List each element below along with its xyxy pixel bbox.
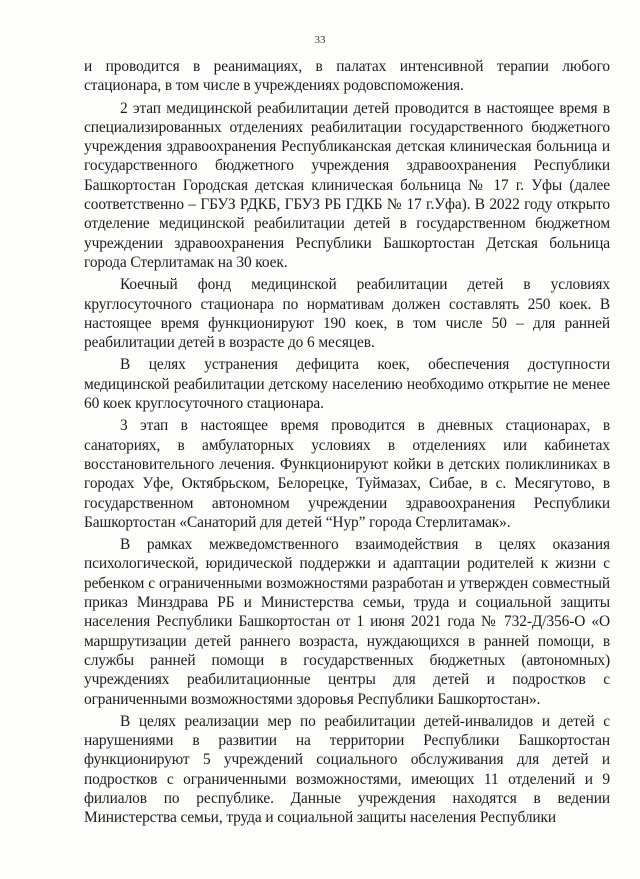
paragraph-continuation: и проводится в реанимациях, в палатах интенсивной терапии любого стационара, в том числе в учреждениях родовспоможения. xyxy=(84,58,610,95)
paragraph-bed-deficit: В целях устранения дефицита коек, обеспечения доступности медицинской реабилитации детскому населению необходимо открытие не менее 60 коек круглосуточного стационара. xyxy=(84,356,610,413)
paragraph-bed-fund: Коечный фонд медицинской реабилитации детей в условиях круглосуточного стационара по нормативам должен составлять 250 коек. В настоящее время функционируют 190 коек, в том числе 50 – для ранней реабилитации детей в возрасте до 6 месяцев. xyxy=(84,276,610,352)
paragraph-stage-3: 3 этап в настоящее время проводится в дневных стационарах, в санаториях, в амбулаторных условиях в отделениях или кабинетах восстановительного лечения. Функционируют койки в детских поликлиниках в городах Уфе, Октябрьском, Белорецке, Туймазах, Сибае, в с. Месягутово, в государственном автономном учреждении здравоохранения Республики Башкортостан «Санаторий для детей “Нур” города Стерлитамак». xyxy=(84,417,610,531)
page-number: 33 xyxy=(314,34,326,46)
body-text xyxy=(84,57,610,831)
paragraph-social-institutions: В целях реализации мер по реабилитации детей-инвалидов и детей с нарушениями в развитии на территории Республики Башкортостан функционируют 5 учреждений социального обслуживания для детей и подростков с ограниченными возможностями, имеющих 11 отделений и 9 филиалов по республике. Данные учреждения находятся в ведении Министерства семьи, труда и социальной защиты населения Республики xyxy=(84,712,610,827)
paragraph-stage-2: 2 этап медицинской реабилитации детей проводится в настоящее время в специализированных отделениях реабилитации государственного бюджетного учреждения здравоохранения Республиканская детская клиническая больница и государственного бюджетного учреждения здравоохранения Республики Башкортостан Городская детская клиническая больница № 17 г. Уфы (далее соответственно – ГБУЗ РДКБ, ГБУЗ РБ ГДКБ № 17 г.Уфа). В 2022 году открыто отделение медицинской реабилитации детей в государственном бюджетном учреждении здравоохранения Республики Башкортостан Детская больница города Стерлитамак на 30 коек. xyxy=(84,99,610,271)
paragraph-interagency: В рамках межведомственного взаимодействия в целях оказания психологической, юридической поддержки и адаптации родителей к жизни с ребенком с ограниченными возможностями разработан и утвержден совместный приказ Минздрава РБ и Министерства семьи, труда и социальной защиты населения Республики Башкортостан от 1 июня 2021 года № 732-Д/356-О «О маршрутизации детей раннего возраста, нуждающихся в ранней помощи, в службы ранней помощи в государственных бюджетных (автономных) учреждениях реабилитационные центры для детей и подростков с ограниченными возможностями здоровья Республики Башкортостан». xyxy=(84,536,610,708)
